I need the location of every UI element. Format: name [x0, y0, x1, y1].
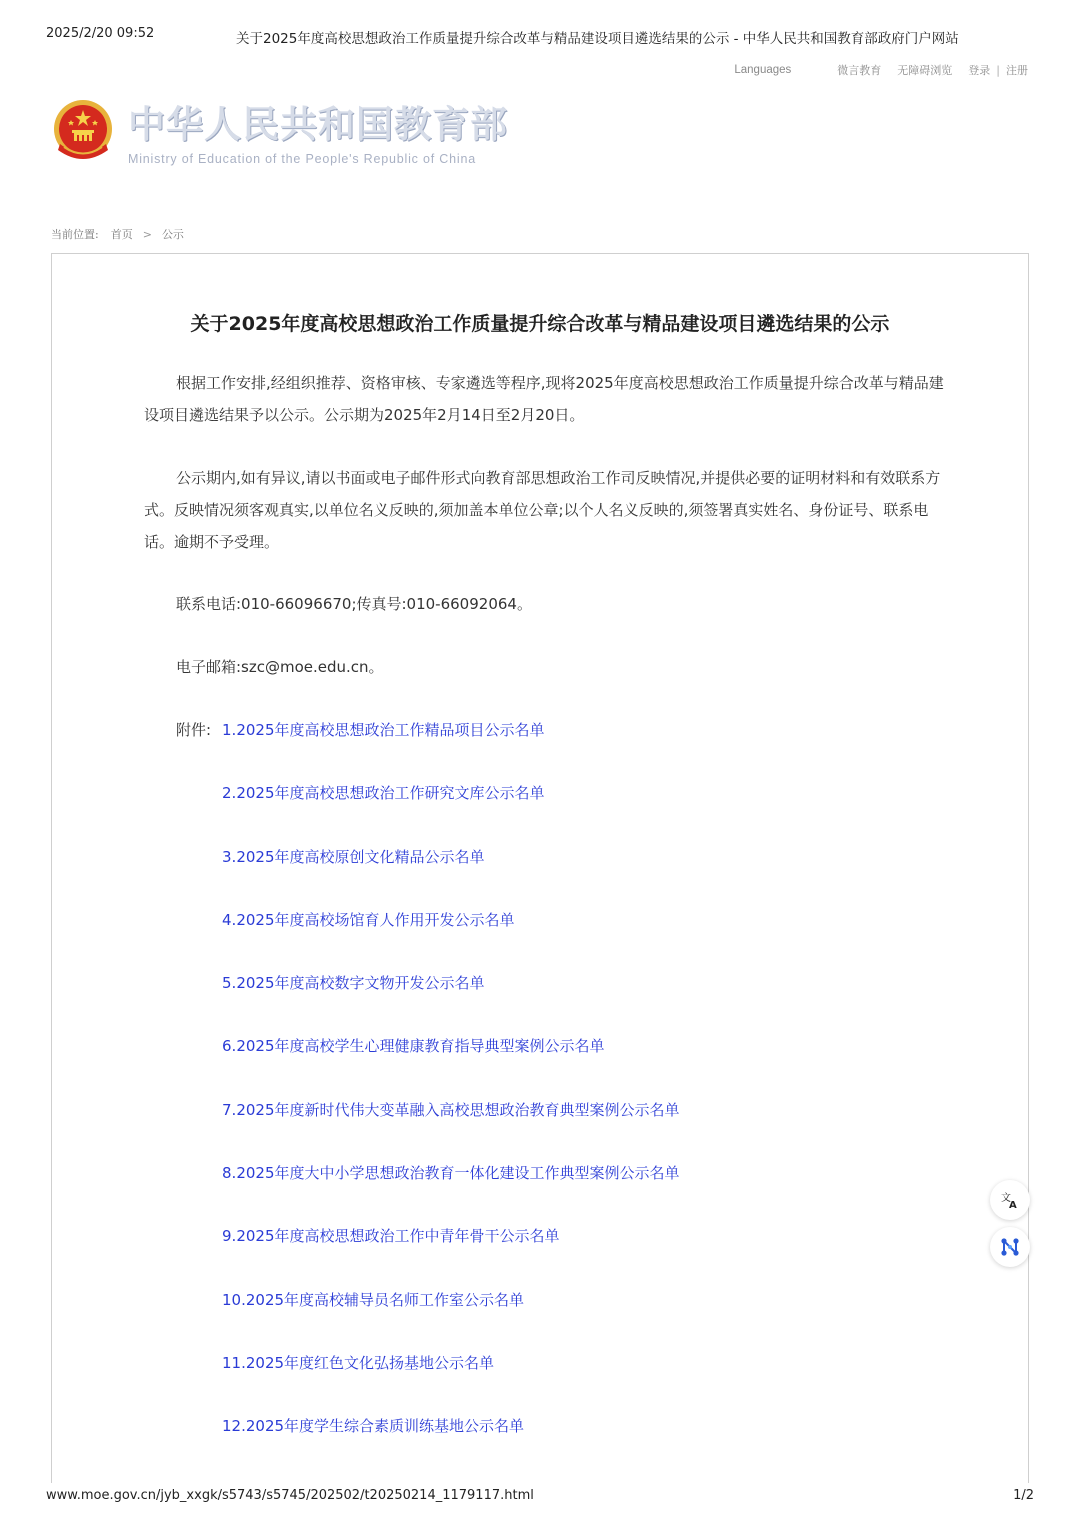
- attachment-link[interactable]: 2025年度高校学生心理健康教育指导典型案例公示名单: [236, 1037, 605, 1056]
- article-paragraph-2: 公示期内,如有异议,请以书面或电子邮件形式向教育部思想政治工作司反映情况,并提供必要的证明材料和有效联系方式。反映情况须客观真实,以单位名义反映的,须加盖本单位公章;以个人名义反映的,须签署真实姓名、身份证号、联系电话。逾期不予受理。: [144, 469, 941, 551]
- attachment-number: 8.: [222, 1164, 237, 1183]
- attachment-item: [222, 841, 680, 904]
- top-links: [734, 62, 1028, 78]
- attachment-number: 12.: [222, 1417, 246, 1436]
- attachment-item: [222, 904, 680, 967]
- attachment-link[interactable]: 2025年度高校思想政治工作研究文库公示名单: [236, 784, 545, 803]
- attachment-item: [222, 777, 680, 840]
- contact-email: 电子邮箱:szc@moe.edu.cn。: [176, 658, 384, 676]
- attachment-link[interactable]: 2025年度高校思想政治工作中青年骨干公示名单: [236, 1227, 560, 1246]
- attachment-item: [222, 1410, 680, 1473]
- translate-icon: [1000, 1190, 1020, 1210]
- attachment-item: [222, 1030, 680, 1093]
- translate-button[interactable]: [990, 1180, 1030, 1220]
- attachment-item: [222, 1157, 680, 1220]
- breadcrumb-label: 当前位置:: [51, 228, 99, 241]
- attachment-item: [222, 1220, 680, 1283]
- attachment-link[interactable]: 2025年度大中小学思想政治教育一体化建设工作典型案例公示名单: [236, 1164, 680, 1183]
- attachment-item: [222, 714, 680, 777]
- attachment-number: 3.: [222, 847, 237, 866]
- attachments-label: 附件:: [176, 721, 212, 739]
- register-link[interactable]: 注册: [1006, 64, 1028, 77]
- print-footer-url: www.moe.gov.cn/jyb_xxgk/s5743/s5745/202502/t20250214_1179117.html: [46, 1488, 534, 1503]
- chevron-right-icon: >: [142, 227, 152, 241]
- site-logo[interactable]: [52, 98, 508, 166]
- attachment-item: [222, 967, 680, 1030]
- attachment-number: 2.: [222, 784, 237, 803]
- ai-network-icon: [999, 1236, 1021, 1258]
- article-title: 关于2025年度高校思想政治工作质量提升综合改革与精品建设项目遴选结果的公示: [190, 313, 890, 335]
- attachment-link[interactable]: 2025年度高校原创文化精品公示名单: [236, 847, 485, 866]
- attachment-item: [222, 1284, 680, 1347]
- login-register-separator: |: [996, 63, 1000, 77]
- contact-phone: 联系电话:010-66096670;传真号:010-66092064。: [176, 595, 532, 613]
- print-header-title: 关于2025年度高校思想政治工作质量提升综合改革与精品建设项目遴选结果的公示 - 中华人民共和国教育部政府门户网站: [236, 31, 959, 47]
- attachment-item: [222, 1094, 680, 1157]
- attachment-number: 4.: [222, 910, 237, 929]
- attachment-link[interactable]: 2025年度高校数字文物开发公示名单: [236, 974, 485, 993]
- article-paragraph-1: 根据工作安排,经组织推荐、资格审核、专家遴选等程序,现将2025年度高校思想政治工作质量提升综合改革与精品建设项目遴选结果予以公示。公示期为2025年2月14日至2月20日。: [144, 374, 944, 424]
- attachments-list: [222, 714, 680, 1474]
- breadcrumb-current[interactable]: 公示: [161, 228, 184, 241]
- attachment-link[interactable]: 2025年度新时代伟大变革融入高校思想政治教育典型案例公示名单: [236, 1100, 680, 1119]
- attachment-link[interactable]: 2025年度高校场馆育人作用开发公示名单: [236, 910, 515, 929]
- print-footer-page-number: 1/2: [1013, 1488, 1034, 1503]
- attachment-link[interactable]: 2025年度高校思想政治工作精品项目公示名单: [236, 721, 545, 739]
- weiyan-link[interactable]: 微言教育: [837, 64, 882, 77]
- attachment-link[interactable]: 2025年度学生综合素质训练基地公示名单: [245, 1417, 525, 1436]
- logo-english-name: Ministry of Education of the People's Republic of China: [128, 152, 476, 166]
- svg-text:A: A: [1009, 1200, 1017, 1210]
- attachment-number: 11.: [222, 1353, 246, 1372]
- login-link[interactable]: 登录: [968, 64, 991, 77]
- attachment-number: 6.: [222, 1037, 237, 1056]
- attachment-number: 5.: [222, 974, 237, 993]
- attachment-number: 1.: [222, 721, 237, 739]
- print-header-date: 2025/2/20 09:52: [46, 26, 155, 41]
- breadcrumb: [51, 226, 184, 242]
- national-emblem-icon: [52, 98, 114, 166]
- svg-text:文: 文: [1001, 1193, 1011, 1204]
- logo-chinese-name: 中华人民共和国教育部: [128, 102, 508, 146]
- ai-assistant-button[interactable]: [990, 1227, 1030, 1267]
- accessibility-link[interactable]: 无障碍浏览: [897, 64, 953, 77]
- attachment-number: 10.: [222, 1290, 246, 1309]
- attachment-item: [222, 1347, 680, 1410]
- attachment-link[interactable]: 2025年度高校辅导员名师工作室公示名单: [245, 1290, 525, 1309]
- languages-link[interactable]: Languages: [734, 64, 792, 76]
- breadcrumb-home[interactable]: 首页: [110, 228, 133, 241]
- attachment-number: 7.: [222, 1100, 237, 1119]
- attachment-link[interactable]: 2025年度红色文化弘扬基地公示名单: [245, 1353, 495, 1372]
- attachment-number: 9.: [222, 1227, 237, 1246]
